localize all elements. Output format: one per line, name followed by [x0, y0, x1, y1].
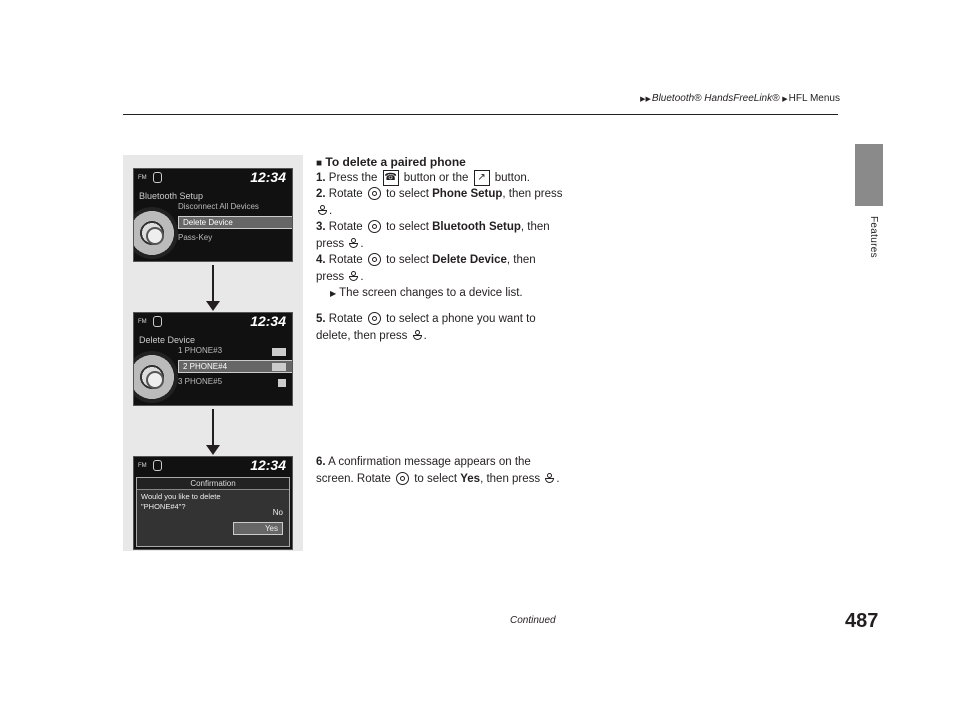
step-6 — [316, 454, 566, 487]
pickup-button-icon: ↗ — [474, 170, 490, 186]
signal-status — [138, 172, 162, 183]
screen-delete-device — [133, 312, 293, 406]
step-text: to select — [386, 188, 429, 200]
menu-target: Phone Setup — [432, 188, 503, 200]
signal-status — [138, 316, 162, 327]
press-knob-icon — [349, 271, 358, 281]
section-tab-marker — [855, 144, 883, 206]
heading-text: To delete a paired phone — [325, 155, 466, 169]
menu-item-disconnect: Disconnect All Devices — [178, 202, 259, 211]
gear-hub — [146, 371, 164, 389]
step-text: A confirmation message appears on the screen. Rotate — [316, 456, 531, 485]
option-no: No — [272, 508, 283, 517]
step-text: button or the — [403, 172, 469, 185]
result-text: The screen changes to a device list. — [339, 287, 523, 299]
radio-band-label: FM — [138, 175, 147, 182]
step-text: to select — [414, 472, 458, 485]
square-bullet-icon: ■ — [316, 158, 323, 169]
step-text: , then press — [480, 472, 541, 485]
phone-icon — [272, 348, 286, 356]
step-text: , then press — [316, 221, 550, 250]
screen-title: Bluetooth Setup — [139, 191, 204, 201]
step-number: 2. — [316, 188, 326, 200]
step-text: , then press — [502, 188, 563, 200]
step-4 — [316, 252, 566, 303]
screen-title: Delete Device — [139, 335, 196, 345]
result-arrow-icon: ▶ — [330, 289, 337, 298]
device-item-phone3: 1 PHONE#3 — [178, 346, 223, 355]
breadcrumb — [580, 93, 840, 104]
step-result — [316, 285, 566, 303]
header-rule — [123, 114, 838, 115]
step-number: 1. — [316, 172, 326, 185]
continued-label: Continued — [510, 615, 556, 626]
step-text: to select — [386, 221, 429, 233]
dialog-title: Confirmation — [137, 478, 289, 490]
signal-status — [138, 460, 162, 471]
press-knob-icon — [413, 330, 422, 340]
menu-target: Yes — [460, 472, 481, 485]
rotate-knob-icon — [368, 220, 381, 233]
menu-target: Bluetooth Setup — [432, 221, 521, 233]
step-number: 6. — [316, 456, 326, 468]
step-text: Press the — [328, 172, 378, 185]
rotate-knob-icon — [368, 187, 381, 200]
radio-band-label: FM — [138, 463, 147, 470]
clock: 12:34 — [250, 313, 286, 329]
press-knob-icon — [545, 473, 554, 483]
step-5 — [316, 311, 566, 344]
press-knob-icon — [318, 205, 327, 215]
menu-item-pass-key: Pass-Key — [178, 233, 213, 242]
breadcrumb-arrow-icon: ▶▶ — [640, 96, 651, 103]
step-text: Rotate — [328, 221, 363, 233]
screen-illustrations — [123, 155, 303, 551]
option-yes: Yes — [233, 522, 283, 535]
breadcrumb-item-menus: HFL Menus — [788, 93, 840, 104]
step-text: . — [556, 472, 560, 485]
step-1 — [316, 170, 566, 187]
confirmation-dialog — [136, 477, 290, 547]
step-text: button. — [494, 172, 530, 185]
device-item-phone4: 2 PHONE#4 — [178, 360, 293, 373]
down-arrow-head — [206, 445, 220, 455]
step-number: 4. — [316, 254, 326, 266]
bluetooth-icon — [153, 172, 162, 183]
breadcrumb-arrow-icon: ▶ — [782, 96, 788, 103]
step-text: Rotate — [328, 313, 363, 325]
phone-button-icon: ☎ — [383, 170, 399, 186]
step-number: 3. — [316, 221, 326, 233]
rotate-knob-icon — [368, 312, 381, 325]
screen-bluetooth-setup — [133, 168, 293, 262]
side-tab-label: Features — [868, 216, 879, 258]
down-arrow — [212, 265, 214, 303]
page-number: 487 — [845, 610, 879, 632]
device-item-phone5: 3 PHONE#5 — [178, 377, 223, 386]
down-arrow-head — [206, 301, 220, 311]
step-text: Rotate — [328, 188, 363, 200]
gear-hub — [146, 227, 164, 245]
step-text: Rotate — [328, 254, 363, 266]
step-text: . — [329, 204, 333, 217]
down-arrow — [212, 409, 214, 447]
menu-target: Delete Device — [432, 254, 507, 266]
step-text: , then press — [316, 254, 536, 283]
rotate-knob-icon — [368, 253, 381, 266]
press-knob-icon — [349, 238, 358, 248]
bluetooth-icon — [153, 460, 162, 471]
menu-item-delete-device: Delete Device — [178, 216, 293, 229]
screen-confirmation — [133, 456, 293, 550]
step-text: . — [360, 237, 364, 250]
step-text: to select a phone you want to delete, then press — [316, 313, 536, 342]
step-text: . — [423, 329, 427, 342]
section-heading — [316, 155, 466, 169]
phone-icon — [278, 379, 286, 387]
phone-icon — [272, 363, 286, 371]
bluetooth-icon — [153, 316, 162, 327]
rotate-knob-icon — [396, 472, 409, 485]
step-2 — [316, 186, 566, 219]
dialog-question: Would you like to delete "PHONE#4"? — [141, 492, 221, 511]
radio-band-label: FM — [138, 319, 147, 326]
clock: 12:34 — [250, 169, 286, 185]
step-number: 5. — [316, 313, 326, 325]
step-3 — [316, 219, 566, 252]
step-text: . — [360, 270, 364, 283]
breadcrumb-item-hfl: Bluetooth® HandsFreeLink® — [651, 93, 780, 104]
step-text: to select — [386, 254, 429, 266]
clock: 12:34 — [250, 457, 286, 473]
